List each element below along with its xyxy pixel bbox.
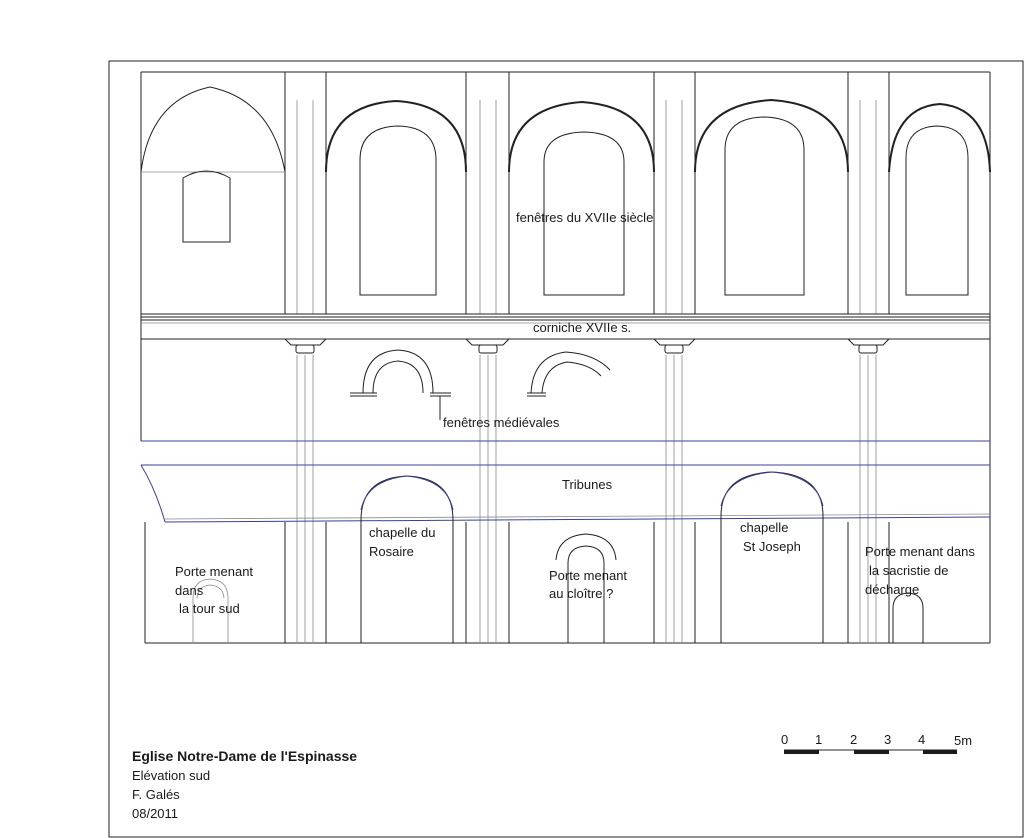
label-cloister-door-line1: Porte menant (549, 568, 628, 583)
scale-tick-1: 1 (815, 732, 823, 747)
window-bay-4 (725, 117, 804, 295)
label-tribunes: Tribunes (562, 477, 613, 492)
label-sacristy-door-line1: Porte menant dans (865, 544, 975, 559)
label-tower-door-line2: dans (175, 583, 204, 598)
window-bay-5 (906, 126, 968, 295)
scale-segment (854, 750, 889, 754)
drawing-frame (109, 61, 1023, 837)
label-rosaire-line1: chapelle du (369, 525, 436, 540)
scale-segment (784, 750, 819, 754)
upper-arches (141, 87, 990, 172)
sacristy-door (893, 593, 923, 643)
caption-author: F. Galés (132, 787, 180, 802)
scale-tick-5m: 5m (954, 733, 973, 748)
caption-title: Eglise Notre-Dame de l'Espinasse (132, 748, 358, 764)
label-tower-door-line3: la tour sud (179, 601, 240, 616)
chapel-rosaire-opening (361, 476, 453, 643)
caption (132, 748, 357, 821)
scale-tick-0: 0 (781, 732, 789, 747)
annotations (175, 210, 975, 616)
caption-subtitle: Elévation sud (132, 768, 211, 783)
scale-bar (781, 732, 972, 754)
label-sacristy-door-line3: décharge (865, 582, 920, 597)
label-joseph-line1: chapelle (740, 520, 789, 535)
label-sacristy-door-line2: la sacristie de (869, 563, 949, 578)
label-rosaire-line2: Rosaire (369, 544, 414, 559)
corbels (285, 339, 889, 353)
chapels (361, 472, 823, 643)
caption-date: 08/2011 (132, 806, 179, 821)
label-medieval-windows: fenêtres médiévales (443, 415, 560, 430)
scale-segment (923, 750, 957, 754)
label-cornice: corniche XVIIe s. (533, 320, 632, 335)
window-bay-2 (360, 126, 436, 295)
scale-tick-2: 2 (850, 732, 858, 747)
label-joseph-line2: St Joseph (743, 539, 801, 554)
label-cloister-door-line2: au cloître ? (549, 586, 614, 601)
label-windows-17th: fenêtres du XVIIe siècle (516, 210, 654, 225)
windows-17th-century (183, 117, 968, 295)
label-tower-door-line1: Porte menant (175, 564, 254, 579)
chapel-st-joseph-opening (721, 472, 823, 643)
cloister-door-arch (556, 534, 616, 560)
scale-tick-3: 3 (884, 732, 892, 747)
scale-tick-4: 4 (918, 732, 926, 747)
small-window (183, 171, 230, 242)
elevation-outline (141, 72, 990, 643)
